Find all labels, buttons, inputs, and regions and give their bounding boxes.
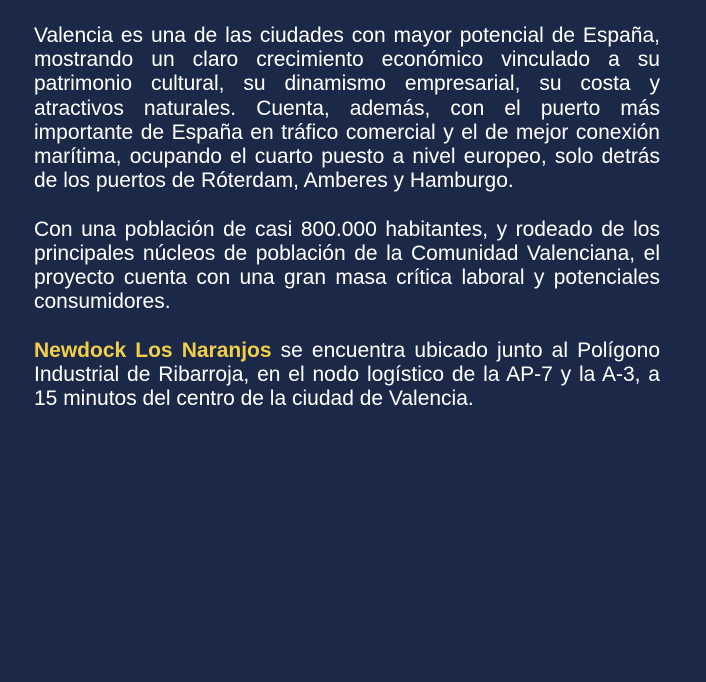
location-description: se encuentra ubicado junto al Polígono Industrial de Ribarroja, en el nodo logístico de la AP-7 y la A-3, a 15 minutos del centro de la ciudad de Valencia.: [34, 338, 660, 411]
project-name-highlight: Newdock Los Naranjos: [34, 338, 272, 362]
paragraph-location: [34, 339, 660, 412]
paragraph-valencia-potential: Valencia es una de las ciudades con mayor potencial de España, mostrando un claro crecimiento económico vinculado a su patrimonio cultural, su dinamismo empresarial, su costa y atractivos naturales. Cuenta, además, con el puerto más importante de España en tráfico comercial y el de mejor conexión marítima, ocupando el cuarto puesto a nivel europeo, solo detrás de los puertos de Róterdam, Amberes y Hamburgo.: [34, 24, 660, 193]
paragraph-population: Con una población de casi 800.000 habitantes, y rodeado de los principales núcleos de población de la Comunidad Valenciana, el proyecto cuenta con una gran masa crítica laboral y potenciales consumidores.: [34, 217, 660, 314]
text-block: [34, 24, 660, 411]
